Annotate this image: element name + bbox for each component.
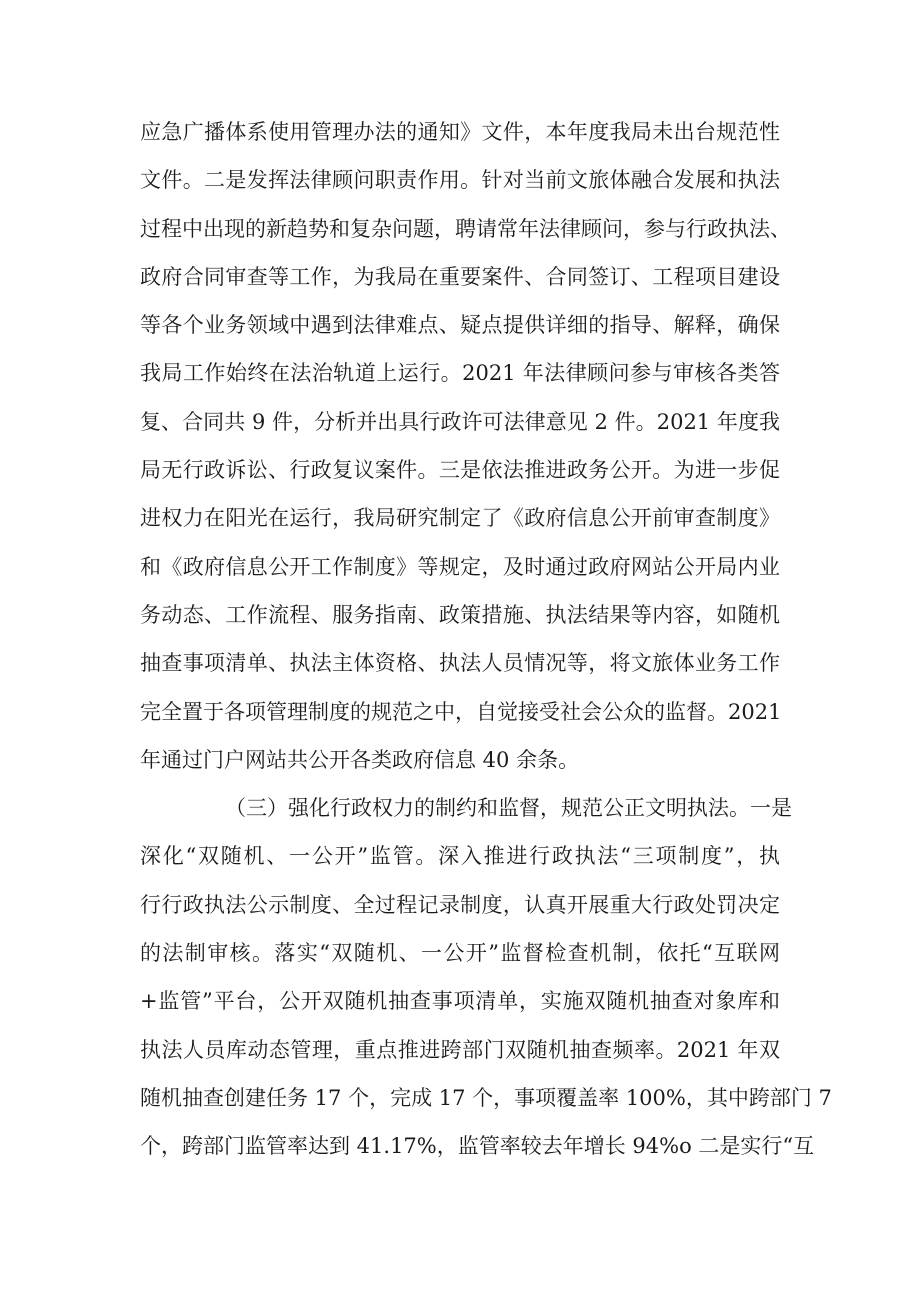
text-line: 个，跨部门监管率达到 41.17%，监管率较去年增长 94%o 二是实行“互 <box>140 1134 815 1159</box>
text-line: 应急广播体系使用管理办法的通知》文件，本年度我局未出台规范性 <box>140 120 780 144</box>
text-line: 深化“双随机、一公开”监管。深入推进行政执法“三项制度”，执 <box>140 844 780 869</box>
text-line: 抽查事项清单、执法主体资格、执法人员情况等，将文旅体业务工作 <box>140 651 780 676</box>
text-line: 行行政执法公示制度、全过程记录制度，认真开展重大行政处罚决定 <box>140 892 780 917</box>
text-line: 完全置于各项管理制度的规范之中，自觉接受社会公众的监督。2021 <box>140 699 782 724</box>
text-line: 局无行政诉讼、行政复议案件。三是依法推进政务公开。为进一步促 <box>140 458 780 483</box>
text-line: 文件。二是发挥法律顾问职责作用。针对当前文旅体融合发展和执法 <box>140 168 780 193</box>
text-line: 复、合同共 9 件，分析并出具行政许可法律意见 2 件。2021 年度我 <box>140 409 780 434</box>
text-line: 和《政府信息公开工作制度》等规定，及时通过政府网站公开局内业 <box>140 554 780 579</box>
text-line: 过程中出现的新趋势和复杂问题，聘请常年法律顾问，参与行政执法、 <box>140 216 791 241</box>
text-line: 务动态、工作流程、服务指南、政策措施、执法结果等内容，如随机 <box>140 602 780 627</box>
document-body <box>140 108 832 1171</box>
text-line: 我局工作始终在法治轨道上运行。2021 年法律顾问参与审核各类答 <box>140 361 780 386</box>
text-line: 进权力在阳光在运行，我局研究制定了《政府信息公开前审查制度》 <box>140 506 780 531</box>
text-line: 政府合同审查等工作，为我局在重要案件、合同签订、工程项目建设 <box>140 264 780 289</box>
text-line: +监管”平台，公开双随机抽查事项清单，实施双随机抽查对象库和 <box>140 989 780 1014</box>
paragraph-end-line: 年通过门户网站共公开各类政府信息 40 余条。 <box>140 747 580 772</box>
text-line: 随机抽查创建任务 17 个，完成 17 个，事项覆盖率 100%，其中跨部门 7 <box>140 1085 832 1110</box>
section-heading-line: （三）强化行政权力的制约和监督，规范公正文明执法。一是 <box>225 796 792 821</box>
text-line: 的法制审核。落实“双随机、一公开”监督检查机制，依托“互联网 <box>140 941 780 966</box>
text-line: 执法人员库动态管理，重点推进跨部门双随机抽查频率。2021 年双 <box>140 1037 780 1062</box>
text-line: 等各个业务领域中遇到法律难点、疑点提供详细的指导、解释，确保 <box>140 313 780 338</box>
